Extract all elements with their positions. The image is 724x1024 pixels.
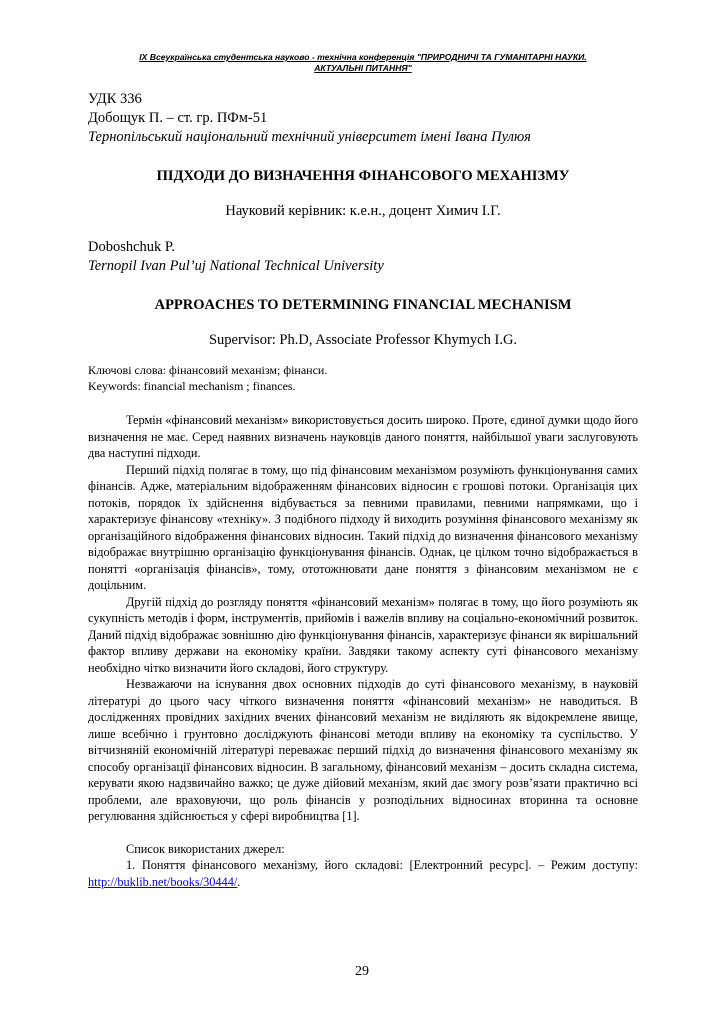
body-paragraph-1: Термін «фінансовий механізм» використовується досить широко. Проте, єдиної думки щодо його визначення не має. Серед наявних визначень науковців даного поняття, найбільшої уваги заслуговують два наступні підходи. bbox=[88, 413, 638, 460]
affiliation-en: Ternopil Ivan Pul’uj National Technical University bbox=[88, 258, 384, 274]
supervisor-ua: Науковий керівник: к.е.н., доцент Химич І.Г. bbox=[225, 203, 501, 219]
title-ua: ПІДХОДИ ДО ВИЗНАЧЕННЯ ФІНАНСОВОГО МЕХАНІЗМУ bbox=[156, 168, 570, 184]
references-heading: Список використаних джерел: bbox=[126, 841, 285, 856]
english-meta bbox=[88, 238, 638, 276]
conference-header bbox=[88, 52, 638, 74]
body-paragraph-3: Другій підхід до розгляду поняття «фінансовий механізм» полягає в тому, що його розуміють як сукупність методів і форм, інструментів, прийомів і важелів впливу на соціально-економічний розвиток. Даний підхід відображає зовнішню дію функціонування фінансів, характеризує фінанси як вирішальний фактор впливу держави на економіку країни. Завдяки такому аспекту суті фінансового механізму необхідно чітко визначити його складові, його структуру. bbox=[88, 594, 638, 675]
title-en: APPROACHES TO DETERMINING FINANCIAL MECHANISM bbox=[154, 297, 572, 313]
reference-item-1 bbox=[88, 857, 638, 890]
keywords-ua: Ключові слова: фінансовий механізм; фінанси. bbox=[88, 363, 328, 377]
reference-item-1-link[interactable]: http://buklib.net/books/30444/ bbox=[88, 874, 238, 889]
body-paragraph-4: Незважаючи на існування двох основних підходів до суті фінансового механізму, в науковій літературі до цього часу чіткого визначення поняття «фінансовий механізм» не наводиться. В дослідженнях провідних західних вчених фінансовий механізм не виділяють як відокремлене явище, лише всебічно і грунтовно досліджують фінансові методи впливу на економіку та суспільство. У вітчизняній економічній літературі переважає перший підхід до визначення фінансового механізму як способу організації фінансових відносин. В загальному, фінансовий механізм – досить складна система, керувати якою надзвичайно важко; це дуже дійовий механізм, який дає змогу розв’язати практично всі проблеми, але враховуючи, що роль фінансів у розподільних відносинах вторинна та основне регулювання здійснюється у сфері виробництва [1]. bbox=[88, 677, 638, 823]
article-body bbox=[88, 412, 638, 825]
supervisor-en: Supervisor: Ph.D, Associate Professor Khymych I.G. bbox=[208, 332, 518, 348]
keywords-en: Keywords: financial mechanism ; finances. bbox=[88, 379, 296, 393]
reference-item-1-text: 1. Поняття фінансового механізму, його складові: [Електронний ресурс]. – Режим доступу: bbox=[126, 858, 638, 872]
conference-header-line-1: IX Всеукраїнська студентська науково - технічна конференція "ПРИРОДНИЧІ ТА ГУМАНІТАРНІ НАУКИ. bbox=[139, 52, 587, 62]
author-ua: Добощук П. – ст. гр. ПФм-51 bbox=[88, 110, 268, 126]
conference-header-line-2: АКТУАЛЬНІ ПИТАННЯ" bbox=[314, 63, 412, 73]
ukrainian-meta bbox=[88, 90, 638, 147]
body-paragraph-2: Перший підхід полягає в тому, що під фінансовим механізмом розуміють функціонування самих фінансів. Адже, матеріальним відображенням фінансових відносин є грошові потоки. Організація цих потоків, порядок їх здійснення відбувається за певними правилами, певними напрямками, що і характеризує фінансову «техніку». З подібного підходу й виходить розуміння фінансового механізму як організаційного відображення фінансових відносин. Такий підхід до визначення фінансового механізму відображає внутрішню організацію функціонування фінансів. Однак, це цілком точно відображається в понятті «організація фінансів», тому, ототожнювати дане поняття з фінансовим механізмом не є доцільним. bbox=[88, 462, 638, 592]
references bbox=[88, 841, 638, 891]
page-number: 29 bbox=[355, 964, 369, 979]
reference-item-1-end: . bbox=[237, 874, 241, 889]
affiliation-ua: Тернопільський національний технічний університет імені Івана Пулюя bbox=[88, 129, 531, 145]
keywords-block bbox=[88, 362, 638, 394]
paper-page bbox=[88, 52, 638, 890]
udc-code: УДК 336 bbox=[88, 91, 142, 107]
author-en: Doboshchuk P. bbox=[88, 239, 176, 255]
